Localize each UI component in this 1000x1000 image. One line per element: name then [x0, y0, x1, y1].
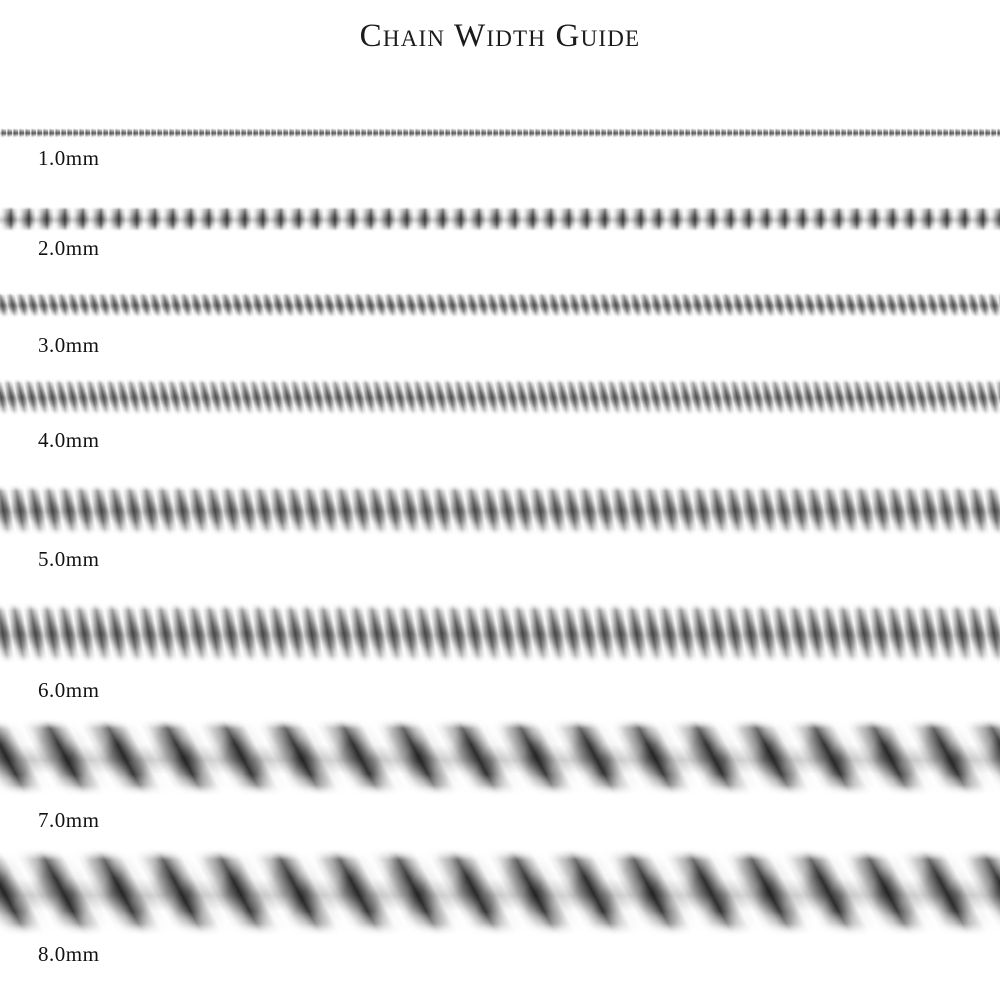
chain-label-5-0mm: 5.0mm — [38, 547, 100, 571]
chain-label-4-0mm: 4.0mm — [38, 428, 100, 452]
chain-label-1-0mm: 1.0mm — [38, 146, 100, 170]
chain-label-8-0mm: 8.0mm — [38, 942, 100, 966]
chain-label-3-0mm: 3.0mm — [38, 333, 100, 357]
chain-image-5-0mm — [0, 484, 1000, 536]
chain-image-2-0mm — [0, 206, 1000, 232]
chain-label-7-0mm: 7.0mm — [38, 808, 100, 832]
chain-edge-fade — [0, 378, 1000, 416]
chain-image-6-0mm — [0, 602, 1000, 664]
chain-label-2-0mm: 2.0mm — [38, 236, 100, 260]
chain-edge-fade — [0, 128, 1000, 138]
chain-edge-fade — [0, 206, 1000, 232]
chain-label-6-0mm: 6.0mm — [38, 678, 100, 702]
chain-image-8-0mm — [0, 848, 1000, 936]
chain-edge-fade — [0, 484, 1000, 536]
chain-image-3-0mm — [0, 292, 1000, 318]
chain-edge-fade — [0, 718, 1000, 796]
chain-edge-fade — [0, 848, 1000, 936]
chain-image-7-0mm — [0, 718, 1000, 796]
chain-edge-fade — [0, 602, 1000, 664]
page-title: Chain Width Guide — [359, 18, 641, 54]
chain-image-4-0mm — [0, 378, 1000, 416]
chain-image-1-0mm — [0, 128, 1000, 138]
chain-edge-fade — [0, 292, 1000, 318]
